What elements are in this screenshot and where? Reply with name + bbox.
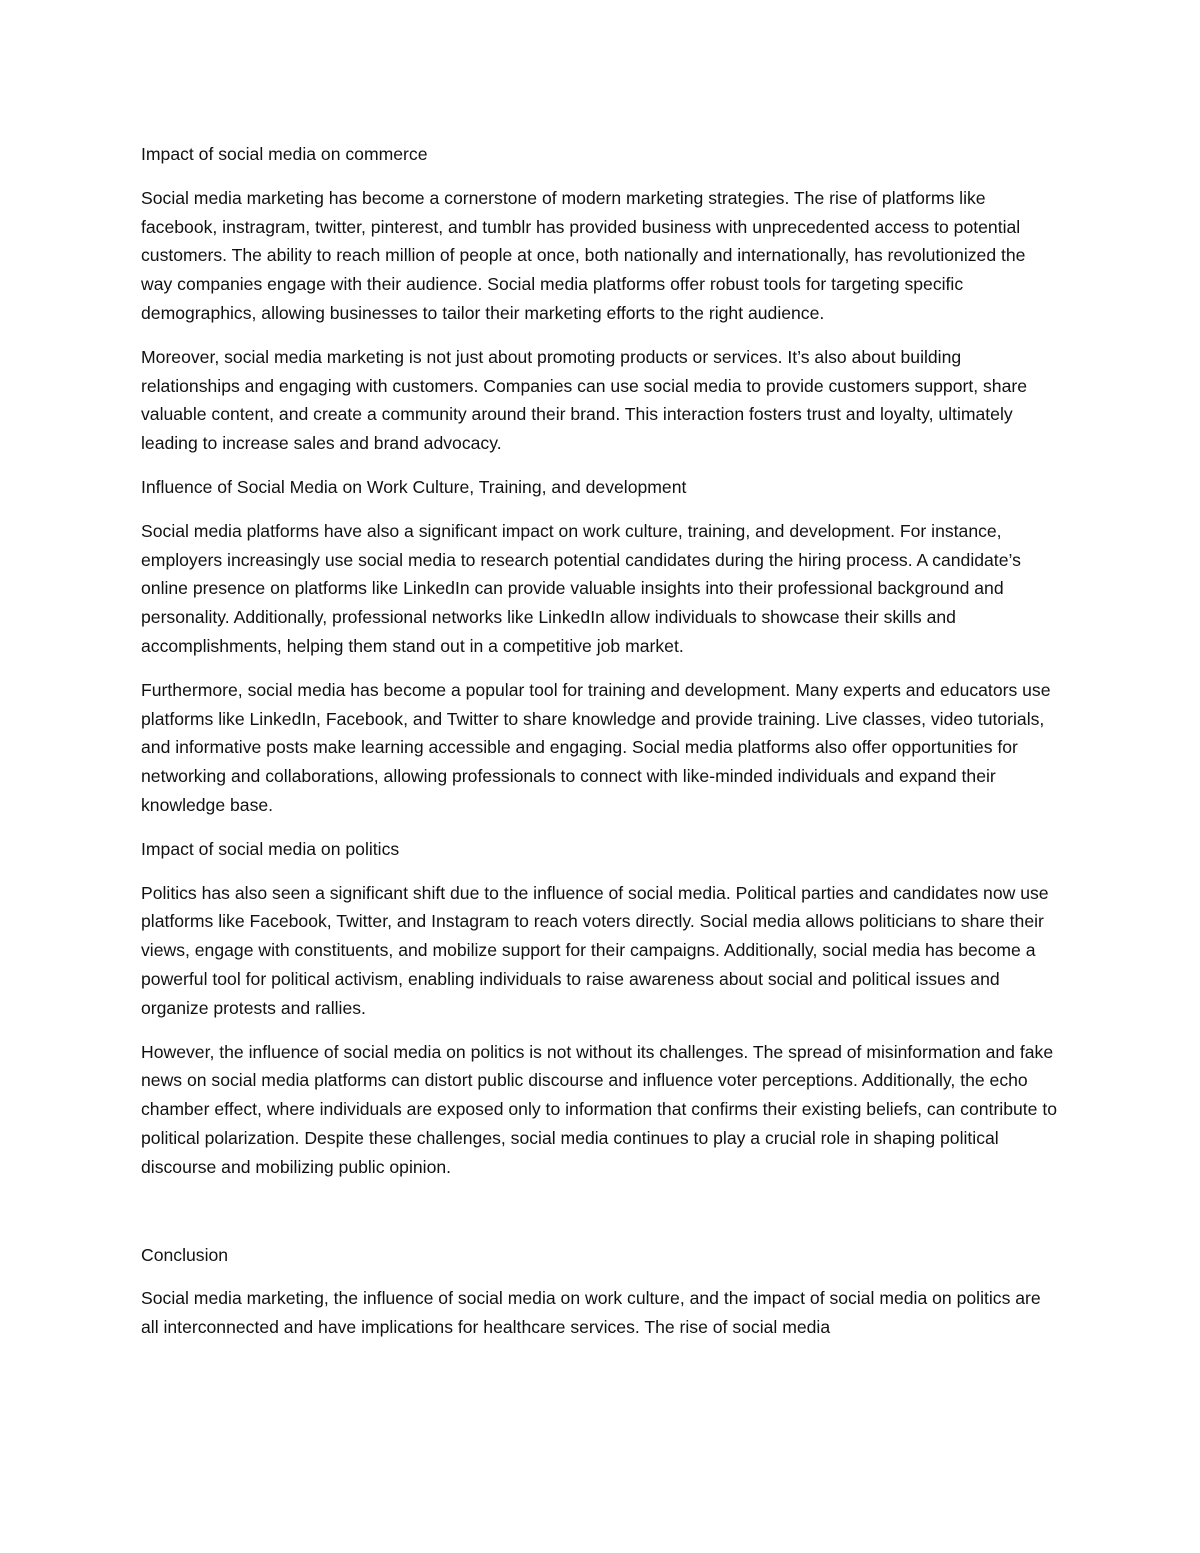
section-heading-work-culture: Influence of Social Media on Work Culture, Training, and development: [141, 476, 687, 497]
paragraph: Social media platforms have also a significant impact on work culture, training, and development. For instance, employers increasingly use social media to research potential candidates during the hiring process. A candidate’s online presence on platforms like LinkedIn can provide valuable insights into their professional background and personality. Additionally, professional networks like LinkedIn allow individuals to showcase their skills and accomplishments, helping them stand out in a competitive job market.: [141, 520, 1021, 656]
section-heading-commerce: Impact of social media on commerce: [141, 144, 428, 164]
document-body: [141, 140, 1061, 1357]
paragraph: However, the influence of social media on politics is not without its challenges. The spread of misinformation and fake news on social media platforms can distort public discourse and influence voter perceptions. Additionally, the echo chamber effect, where individuals are exposed only to information that confirms their existing beliefs, can contribute to political polarization. Despite these challenges, social media continues to play a crucial role in shaping political discourse and mobilizing public opinion.: [141, 1041, 1058, 1177]
blank-line: [141, 1197, 1061, 1241]
section-heading-conclusion: Conclusion: [141, 1244, 229, 1265]
paragraph: Social media marketing has become a cornerstone of modern marketing strategies. The rise of platforms like facebook, instragram, twitter, pinterest, and tumblr has provided business with unprecedented access to potential customers. The ability to reach million of people at once, both nationally and internationally, has revolutionized the way companies engage with their audience. Social media platforms offer robust tools for targeting specific demographics, allowing businesses to tailor their marketing efforts to the right audience.: [141, 187, 1026, 323]
paragraph: Furthermore, social media has become a popular tool for training and development. Many experts and educators use platforms like LinkedIn, Facebook, and Twitter to share knowledge and provide training. Live classes, video tutorials, and informative posts make learning accessible and engaging. Social media platforms also offer opportunities for networking and collaborations, allowing professionals to connect with like-minded individuals and expand their knowledge base.: [141, 679, 1051, 815]
section-heading-politics: Impact of social media on politics: [141, 838, 400, 859]
paragraph: Politics has also seen a significant shift due to the influence of social media. Political parties and candidates now use platforms like Facebook, Twitter, and Instagram to reach voters directly. Social media allows politicians to share their views, engage with constituents, and mobilize support for their campaigns. Additionally, social media has become a powerful tool for political activism, enabling individuals to raise awareness about social and political issues and organize protests and rallies.: [141, 882, 1049, 1018]
paragraph: Moreover, social media marketing is not just about promoting products or services. It’s also about building relationships and engaging with customers. Companies can use social media to provide customers support, share valuable content, and create a community around their brand. This interaction fosters trust and loyalty, ultimately leading to increase sales and brand advocacy.: [141, 346, 1028, 454]
paragraph: Social media marketing, the influence of social media on work culture, and the impact of social media on politics are all interconnected and have implications for healthcare services. The rise of social media: [141, 1288, 1041, 1338]
